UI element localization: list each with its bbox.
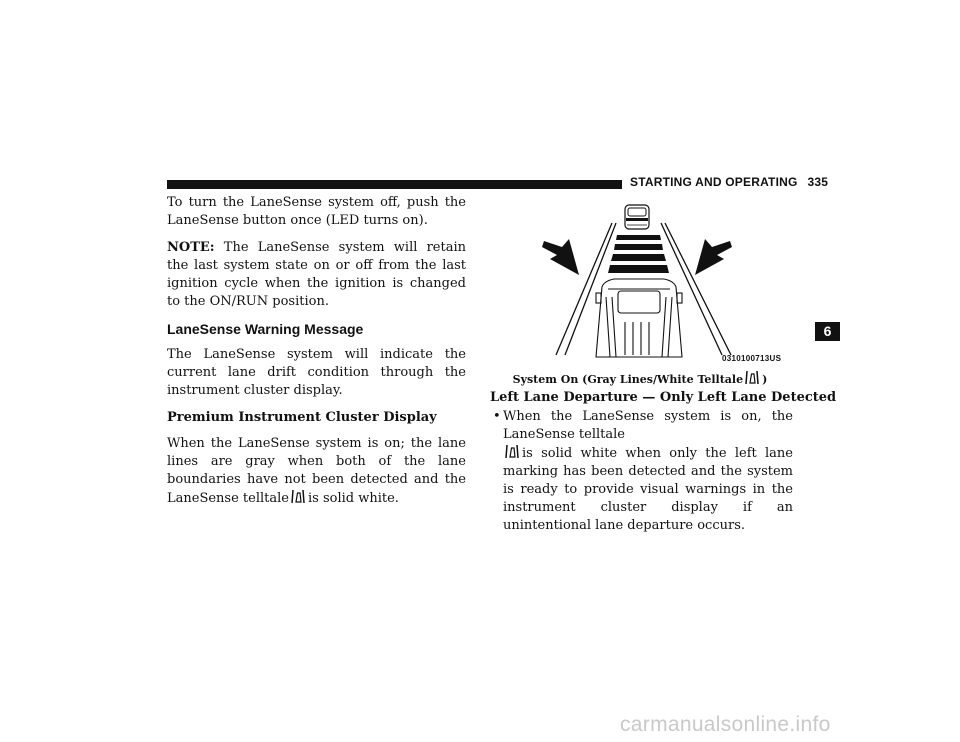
lead-car-icon xyxy=(625,205,649,229)
para3-start: When the LaneSense system is on; the lane lines are gray when both of the lane boundaries have not been detected and the LaneSense telltale xyxy=(167,436,466,506)
caption-end: ) xyxy=(762,373,768,386)
note-text: The LaneSense system will retain the last system state on or off from the last ignition cycle when the ignition is changed to the ON/RUN position. xyxy=(167,240,466,309)
own-vehicle-icon xyxy=(596,279,682,357)
heading-warning-message: LaneSense Warning Message xyxy=(167,321,364,337)
running-header xyxy=(630,175,828,189)
bullet-text xyxy=(503,408,793,535)
lanesense-telltale-icon xyxy=(505,444,519,459)
lanesense-figure xyxy=(542,197,792,363)
figure-caption xyxy=(490,370,790,386)
section-title: STARTING AND OPERATING xyxy=(630,175,798,189)
note-paragraph xyxy=(167,239,466,311)
chapter-tab: 6 xyxy=(815,322,840,341)
paragraph-lane-drift: The LaneSense system will indicate the current lane drift condition through the instrument cluster display. xyxy=(167,347,466,398)
figure-code: 0310100713US xyxy=(722,354,782,363)
lanesense-telltale-icon xyxy=(745,370,759,385)
left-arrow-icon xyxy=(542,239,579,275)
left-column xyxy=(167,194,466,517)
heading-left-lane-departure: Left Lane Departure — Only Left Lane Detected xyxy=(490,390,837,405)
right-arrow-icon xyxy=(695,239,732,275)
lanesense-telltale-icon xyxy=(291,489,305,504)
bullet-item xyxy=(490,408,793,535)
paragraph-turn-off: To turn the LaneSense system off, push the LaneSense button once (LED turns on). xyxy=(167,195,466,228)
bullet-marker: • xyxy=(493,409,501,424)
note-label: NOTE: xyxy=(167,240,215,255)
paragraph-gray-lines xyxy=(167,435,466,508)
heading-premium-cluster: Premium Instrument Cluster Display xyxy=(167,410,437,425)
page-number: 335 xyxy=(807,175,829,189)
para3-end: is solid white. xyxy=(307,491,399,506)
bullet-start: When the LaneSense system is on, the LaneSense telltale xyxy=(503,409,793,442)
warning-stripes xyxy=(608,235,669,273)
watermark[interactable]: carmanualsonline.info xyxy=(620,713,831,736)
caption-start: System On (Gray Lines/White Telltale xyxy=(512,373,744,386)
header-rule xyxy=(167,180,622,189)
bullet-end: is solid white when only the left lane marking has been detected and the system is ready to provide visual warnings in the instrument cluster display if an unintentional lane departure occurs. xyxy=(503,446,793,533)
